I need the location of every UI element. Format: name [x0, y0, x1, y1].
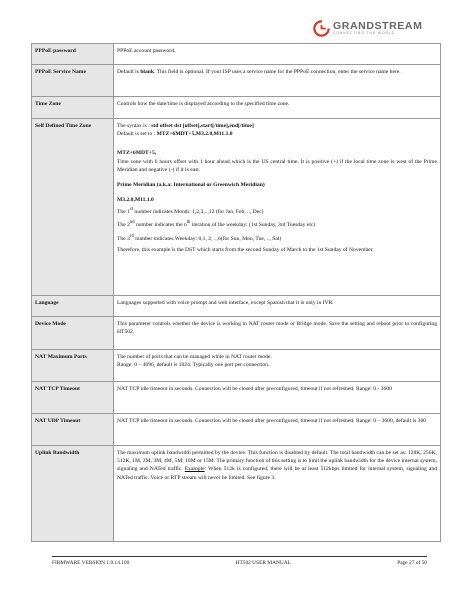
row-label: Self Defined Time Zone — [32, 119, 114, 296]
example-heading: MTZ+6MDT+5, — [117, 150, 157, 157]
table-row — [32, 446, 441, 542]
row-label: Language — [32, 296, 114, 317]
row-label: Device Mode — [32, 317, 114, 350]
table-row — [32, 350, 441, 382]
desc-text: Time zone with 6 hours offset with 1 hour ahead which is the US central time. It is positive (+) if the local time zone is west of the Prime Meridian and negative (-) if it is east. — [117, 158, 437, 173]
row-description — [114, 317, 441, 350]
row-label: Time Zone — [32, 97, 114, 119]
desc-text: Default is blank. This field is optional. If your ISP uses a service name for the PPPoE connection, enter the service name here. — [117, 69, 401, 75]
month-line: The 1st number indicates Month: 1,2,3,..,12 (for Jan, Feb, .., Dec) — [117, 207, 264, 216]
row-description — [114, 65, 441, 97]
table-row — [32, 414, 441, 446]
desc-text: PPPoE account password. — [117, 48, 176, 54]
weekday-line: The 3rd number indicates Weekday: 0,1, 2, ..,6(for Sun, Mon, Tue, .., Sat) — [117, 233, 282, 242]
desc-text: This parameter controls whether the device is working in NAT router mode or Bridge mode. Save the setting and reboot prior to configuring HT502. — [117, 321, 437, 336]
table-row — [32, 97, 441, 119]
row-label: PPPoE password — [32, 44, 114, 65]
row-description — [114, 414, 441, 446]
table-row — [32, 382, 441, 414]
row-label: NAT UDP Timeout — [32, 414, 114, 446]
row-description — [114, 296, 441, 317]
dst-heading: M3.2.0,M11.1.0 — [117, 197, 154, 204]
row-description — [114, 97, 441, 119]
table-row — [32, 317, 441, 350]
table-row — [32, 119, 441, 296]
desc-text: Controls how the date/time is displayed according to the specified time zone. — [117, 101, 290, 107]
row-description — [114, 446, 441, 542]
row-description — [114, 119, 441, 296]
row-label: Uplink Bandwidth — [32, 446, 114, 542]
logo-name: GRANDSTREAM — [333, 19, 423, 32]
row-label: NAT Maximum Ports — [32, 350, 114, 382]
logo-tagline: CONNECTING THE WORLD — [333, 31, 396, 36]
desc-text: Range: 0 – 4096, default is 1024. Typically one port per connection. — [117, 362, 270, 369]
row-description — [114, 382, 441, 414]
desc-text: NAT TCP idle timeout in seconds. Connection will be closed after preconfigured, timeout if not refreshed. Range: 0 - 3600 — [117, 386, 392, 392]
grandstream-globe-icon — [313, 20, 330, 37]
desc-text: Languages supported with voice prompt and web interface, except Spanish that it is only in IVR. — [117, 300, 334, 306]
page-footer — [52, 556, 427, 566]
desc-text: The maximum uplink bandwidth permitted by the device. This function is disabled by default. The total bandwidth can be set as: 128K, 256K, 512K, 1M, 2M, 3M, 4M, 5M, 10M or 15M. The primary function of this setting is to limit the uplink bandwidth for the device internal system, signaling and NATed traffic. Example: When 512k is configured, there will be at least 512kbps limited for internal system, signaling and NATed traffic. Voice or RTP stream will never be limited. See figure 3. — [117, 450, 438, 481]
row-label: PPPoE Service Name — [32, 65, 114, 97]
row-label: NAT TCP Timeout — [32, 382, 114, 414]
footer-manual-title: HT502 USER MANUAL — [235, 560, 291, 566]
desc-text: The number of ports that can be managed while in NAT router mode. — [117, 354, 272, 360]
table-row — [32, 65, 441, 97]
iteration-line: The 2nd number indicates the $n^{th}$ iteration of the weekday: (1st Sunday, 3rd Tuesday etc) — [117, 220, 316, 229]
desc-text: Therefore, this example is the DST which starts from the second Sunday of March to the 1st Sunday of November. — [117, 246, 374, 253]
footer-page-number: Page 27 of 50 — [397, 560, 427, 566]
meridian-heading: Prime Meridian (a.k.a: International or Greenwich Meridian) — [117, 182, 265, 189]
grandstream-logo — [313, 19, 429, 37]
row-description — [114, 350, 441, 382]
settings-table — [31, 43, 441, 542]
default-line: Default is set to : MTZ+6MDT+5,M3.2.0,M11.1.0 — [117, 131, 233, 138]
row-description — [114, 44, 441, 65]
table-row — [32, 296, 441, 317]
desc-text: NAT TCP idle timeout in seconds. Connection will be closed after preconfigured, timeout if not refreshed. Range: 0 – 3600, default is 300 — [117, 418, 427, 424]
table-row — [32, 44, 441, 65]
syntax-line: The syntax is : std offset dst [offset],start[/time],end[/time] — [117, 123, 254, 129]
footer-firmware-version: FIRMWARE VERSION 1.0.14.100 — [52, 560, 130, 566]
